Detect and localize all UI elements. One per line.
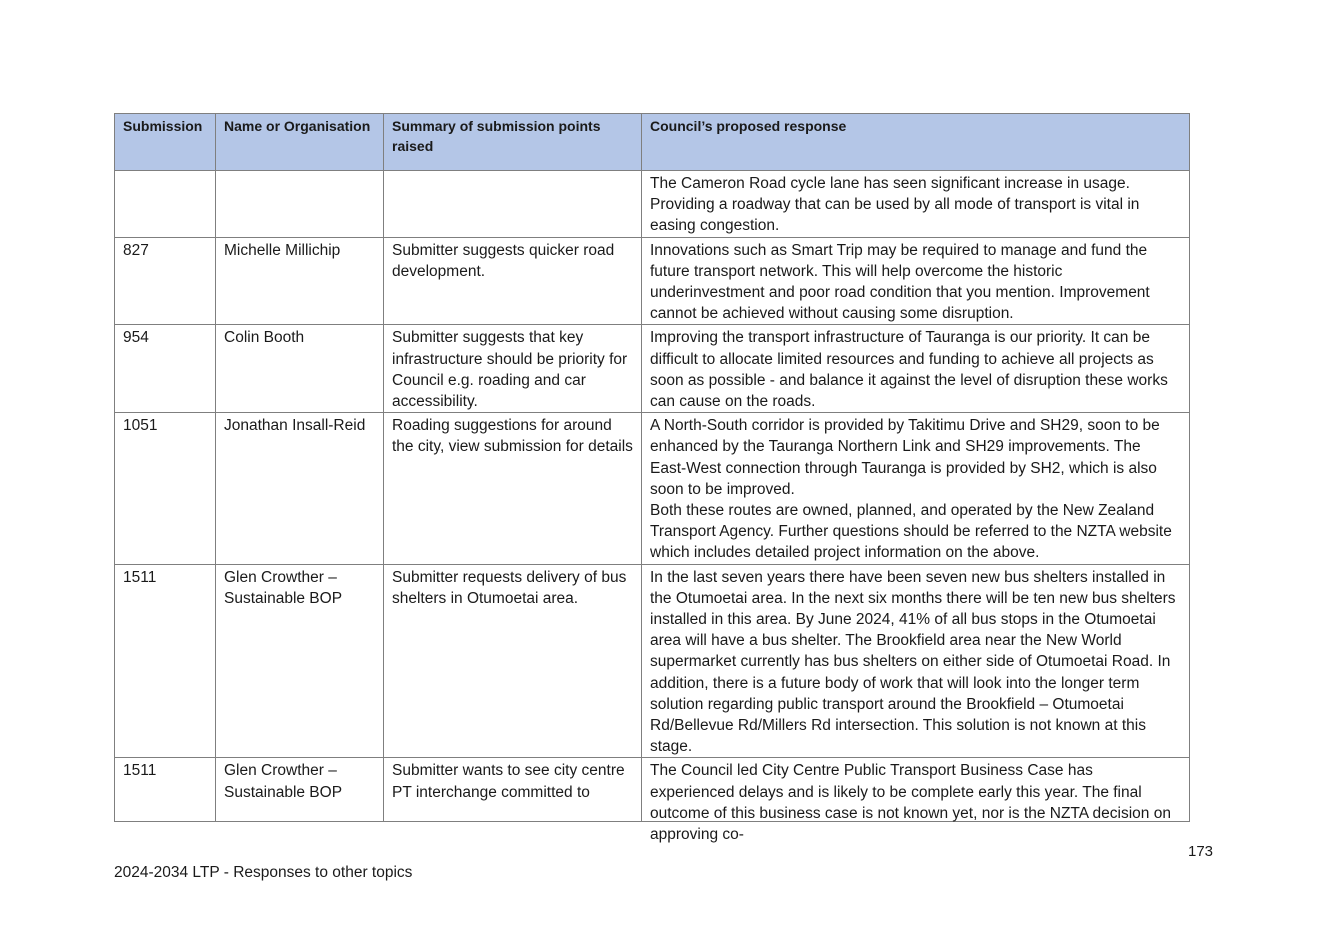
response-paragraph: A North-South corridor is provided by Takitimu Drive and SH29, soon to be enhanced by the Tauranga Northern Link and SH29 improvements. The East-West connection through Tauranga is provided by SH2, which is also soon to be improved. [650, 417, 1160, 498]
table-row [115, 237, 1190, 325]
header-council-response: Council’s proposed response [642, 114, 1190, 171]
header-submission: Submission [115, 114, 216, 171]
cell-response: Improving the transport infrastructure of Tauranga is our priority. It can be difficult to allocate limited resources and funding to achieve all projects as soon as possible - and balance it against the level of disruption these works can cause on the roads. [642, 325, 1190, 413]
cell-summary [384, 758, 642, 822]
cell-response [642, 758, 1190, 844]
cell-summary: Submitter requests delivery of bus shelters in Otumoetai area. [384, 564, 642, 758]
cell-submission: 954 [115, 325, 216, 413]
table-body [115, 171, 1190, 844]
response-paragraph: Both these routes are owned, planned, and operated by the New Zealand Transport Agency. Further questions should be referred to the NZTA website which includes detailed project information on the above. [650, 502, 1172, 562]
table-row [115, 564, 1190, 758]
cell-content: 1511 [123, 762, 157, 780]
cell-response: Innovations such as Smart Trip may be required to manage and fund the future transport network. This will help overcome the historic underinvestment and poor road condition that you mention. Improvement cannot be achieved without causing some disruption. [642, 237, 1190, 325]
cell-summary: Roading suggestions for around the city, view submission for details [384, 413, 642, 564]
cell-submission: 1511 [115, 564, 216, 758]
cell-name: Colin Booth [216, 325, 384, 413]
table-header [115, 114, 1190, 171]
cell-summary: Submitter suggests quicker road development. [384, 237, 642, 325]
cell-name: Glen Crowther – Sustainable BOP [216, 564, 384, 758]
cell-name: Jonathan Insall-Reid [216, 413, 384, 564]
header-summary: Summary of submission points raised [384, 114, 642, 171]
table-row [115, 171, 1190, 238]
cell-submission [115, 171, 216, 238]
page-number: 173 [1188, 843, 1214, 860]
cell-summary [384, 171, 642, 238]
cell-content: The Council led City Centre Public Transport Business Case has experienced delays and is likely to be complete early this year. The final outcome of this business case is not known yet, nor is the NZTA decision on approving co- [650, 762, 1171, 844]
cell-response: In the last seven years there have been seven new bus shelters installed in the Otumoetai area. In the next six months there will be ten new bus shelters installed in this area. By June 2024, 41% of all bus stops in the Otumoetai area will have a bus shelter. The Brookfield area near the New World supermarket currently has bus shelters on either side of Otumoetai Road. In addition, there is a future body of work that will look into the longer term solution regarding public transport around the Brookfield – Otumoetai Rd/Bellevue Rd/Millers Rd intersection. This solution is not known at this stage. [642, 564, 1190, 758]
cell-response: The Cameron Road cycle lane has seen significant increase in usage. Providing a roadway that can be used by all mode of transport is vital in easing congestion. [642, 171, 1190, 238]
cell-name: Michelle Millichip [216, 237, 384, 325]
header-row [115, 114, 1190, 171]
cell-summary: Submitter suggests that key infrastructure should be priority for Council e.g. roading and car accessibility. [384, 325, 642, 413]
table-row [115, 758, 1190, 822]
cell-submission: 827 [115, 237, 216, 325]
table-row [115, 413, 1190, 564]
header-name-or-organisation: Name or Organisation [216, 114, 384, 171]
submissions-table [114, 113, 1190, 844]
footer-document-title: 2024-2034 LTP - Responses to other topics [114, 864, 413, 881]
cell-submission [115, 758, 216, 822]
cell-submission: 1051 [115, 413, 216, 564]
cell-content: Glen Crowther – Sustainable BOP [224, 762, 343, 801]
cell-name [216, 758, 384, 822]
cell-response [642, 413, 1190, 564]
cell-name [216, 171, 384, 238]
table-row [115, 325, 1190, 413]
cell-content: Submitter wants to see city centre PT interchange committed to [392, 762, 625, 801]
